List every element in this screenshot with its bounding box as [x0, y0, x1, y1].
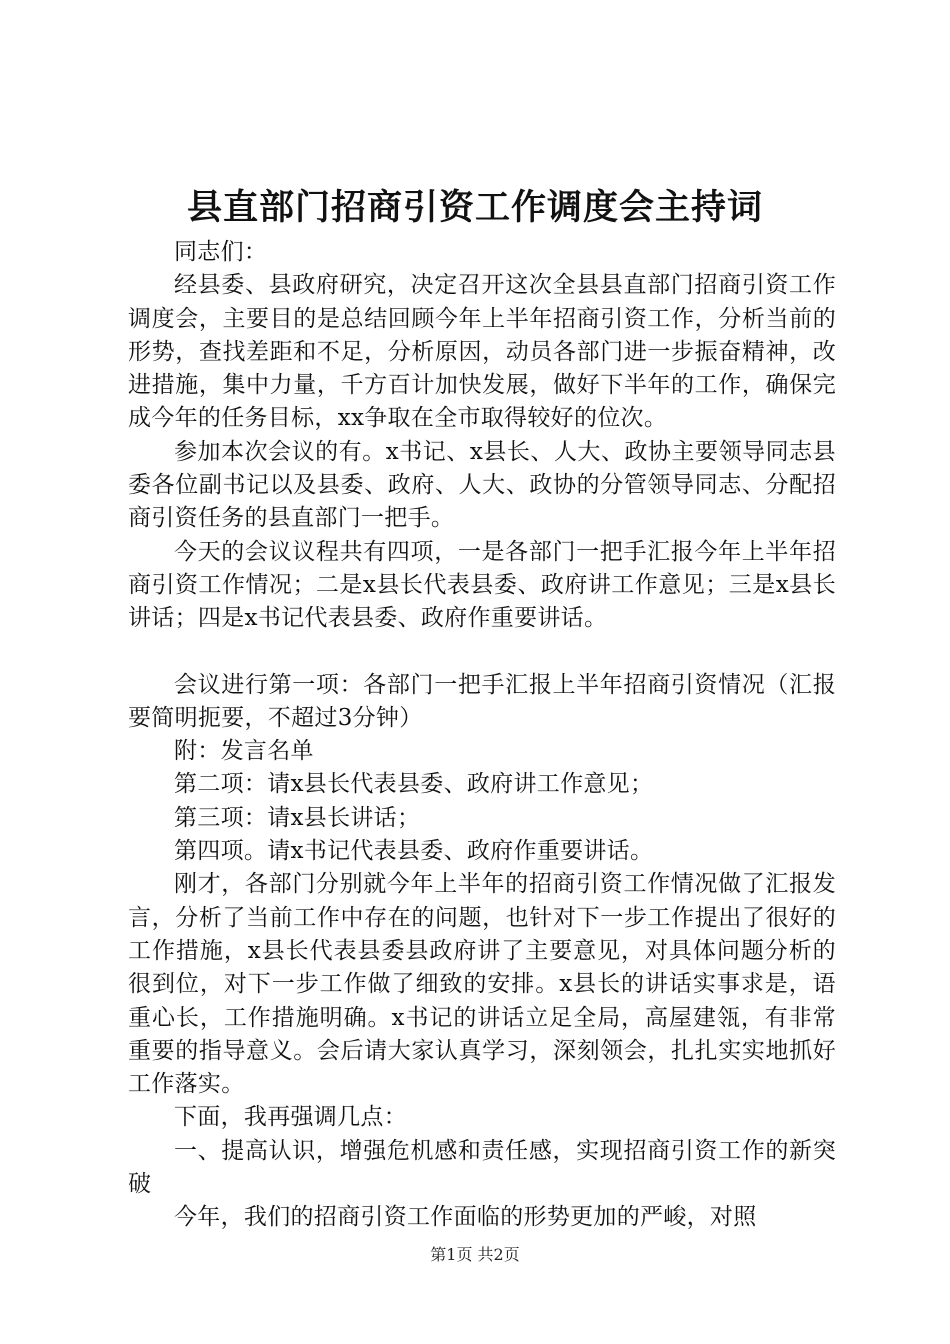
paragraph-agenda: 今天的会议议程共有四项，一是各部门一把手汇报今年上半年招商引资工作情况；二是x县长代表县委、政府讲工作意见；三是x县长讲话；四是x书记代表县委、政府作重要讲话。: [128, 538, 836, 632]
document-body: [128, 236, 836, 1235]
paragraph-attendees: 参加本次会议的有。x书记、x县长、人大、政协主要领导同志县委各位副书记以及县委、政府、人大、政协的分管领导同志、分配招商引资任务的县直部门一把手。: [128, 438, 836, 532]
salutation: 同志们：: [174, 239, 268, 265]
paragraph-summary: 刚才，各部门分别就今年上半年的招商引资工作情况做了汇报发言，分析了当前工作中存在的问题，也针对下一步工作提出了很好的工作措施，x县长代表县委县政府讲了主要意见，对具体问题分析的很到位，对下一步工作做了细致的安排。x县长的讲话实事求是，语重心长，工作措施明确。x书记的讲话立足全局，高屋建瓴，有非常重要的指导意义。会后请大家认真学习，深刻领会，扎扎实实地抓好工作落实。: [128, 871, 836, 1098]
page-footer: 第1页 共2页: [430, 1245, 520, 1264]
paragraph-item-three: 第三项：请x县长讲话；: [174, 804, 421, 831]
paragraph-purpose: 经县委、县政府研究，决定召开这次全县县直部门招商引资工作调度会，主要目的是总结回顾今年上半年招商引资工作，分析当前的形势，查找差距和不足，分析原因，动员各部门进一步振奋精神，改进措施，集中力量，千方百计加快发展，做好下半年的工作，确保完成今年的任务目标，xx争取在全市取得较好的位次。: [128, 272, 836, 432]
paragraph-item-four: 第四项。请x书记代表县委、政府作重要讲话。: [174, 838, 654, 865]
paragraph-emphasis-intro: 下面，我再强调几点：: [174, 1104, 407, 1131]
paragraph-item-one: 会议进行第一项：各部门一把手汇报上半年招商引资情况（汇报要简明扼要，不超过3分钟）: [128, 671, 836, 731]
paragraph-speaker-list: 附：发言名单: [174, 738, 314, 765]
paragraph-heading-one: 一、提高认识，增强危机感和责任感，实现招商引资工作的新突破: [128, 1137, 836, 1198]
paragraph-situation: 今年，我们的招商引资工作面临的形势更加的严峻，对照: [174, 1204, 757, 1231]
document-title: 县直部门招商引资工作调度会主持词: [186, 187, 763, 228]
paragraph-item-two: 第二项：请x县长代表县委、政府讲工作意见；: [174, 771, 654, 798]
